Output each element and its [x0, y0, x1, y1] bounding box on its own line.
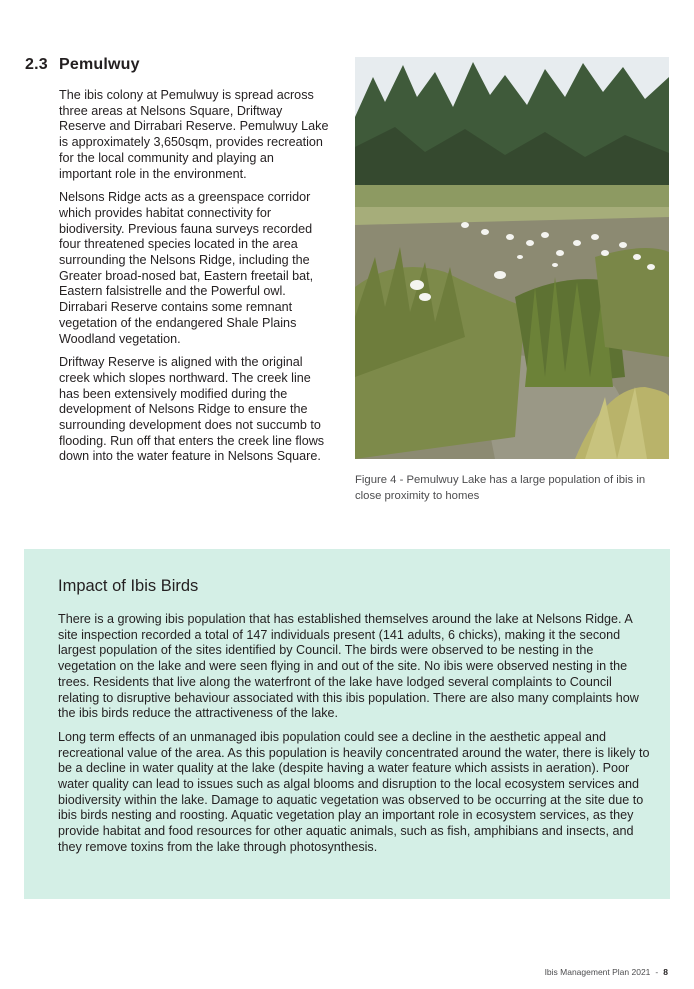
impact-paragraph: Long term effects of an unmanaged ibis population could see a decline in the aesthetic appeal and recreational value of the area. As this population is heavily concentrated around the water, there is likely to be a decline in water quality at the lake (despite having a water feature which assists in aeration). Poor water quality can lead to issues such as algal blooms and disruption to the local ecosystem services and biodiversity within the lake. Damage to aquatic vegetation was observed to be occurring at the site due to ibis birds nesting and roosting. Aquatic vegetation play an important role in ecosystem services, as they provide habitat and food resources for other aquatic animals, such as fish, amphibians and insects, and they remove toxins from the lake through photosynthesis.: [58, 729, 650, 854]
impact-paragraph: There is a growing ibis population that has established themselves around the lake at Nelsons Ridge. A site inspection recorded a total of 147 individuals present (141 adults, 6 chicks), making it the second largest population of the sites identified by Council. The birds were observed to be nesting in the vegetation on the lake and were seen flying in and out of the site. No ibis were observed nesting in the trees. Residents that live along the waterfront of the lake have lodged several complaints to Council relating to disruptive behaviour associated with this ibis population. There are also many complaints how the ibis birds reduce the attractiveness of the lake.: [58, 612, 639, 721]
lake-photo: [355, 57, 669, 459]
impact-callout-box: [24, 549, 670, 899]
page-footer: [545, 967, 668, 977]
paragraph: Nelsons Ridge acts as a greenspace corridor which provides habitat connectivity for biodiversity. Previous fauna surveys recorded four threatened species located in the area surrounding the Nelsons Ridge, including the Greater broad-nosed bat, Eastern freetail bat, Eastern falsistrelle and the Powerful owl. Dirrabari Reserve contains some remnant vegetation of the endangered Shale Plains Woodland vegetation.: [59, 190, 314, 346]
page-number: 8: [663, 967, 668, 977]
footer-doc-title: Ibis Management Plan 2021: [544, 967, 651, 977]
section-title: Pemulwuy: [59, 56, 140, 73]
section-heading: [25, 56, 140, 74]
impact-title: Impact of Ibis Birds: [58, 577, 199, 595]
paragraph: The ibis colony at Pemulwuy is spread across three areas at Nelsons Square, Driftway Reserve and Dirrabari Reserve. Pemulwuy Lake is approximately 3,650sqm, provides recreation for the local community and playing an important role in the environment.: [59, 88, 329, 181]
paragraph: Driftway Reserve is aligned with the original creek which slopes northward. The creek line has been extensively modified during the development of Nelsons Ridge to ensure the surrounding development does not succumb to flooding. Run off that enters the creek line flows down into the water feature in Nelsons Square.: [59, 355, 325, 464]
footer-separator: -: [655, 967, 659, 977]
section-body: [59, 88, 329, 473]
figure-caption: Figure 4 - Pemulwuy Lake has a large population of ibis in close proximity to homes: [355, 474, 646, 502]
section-number: 2.3: [25, 56, 48, 73]
